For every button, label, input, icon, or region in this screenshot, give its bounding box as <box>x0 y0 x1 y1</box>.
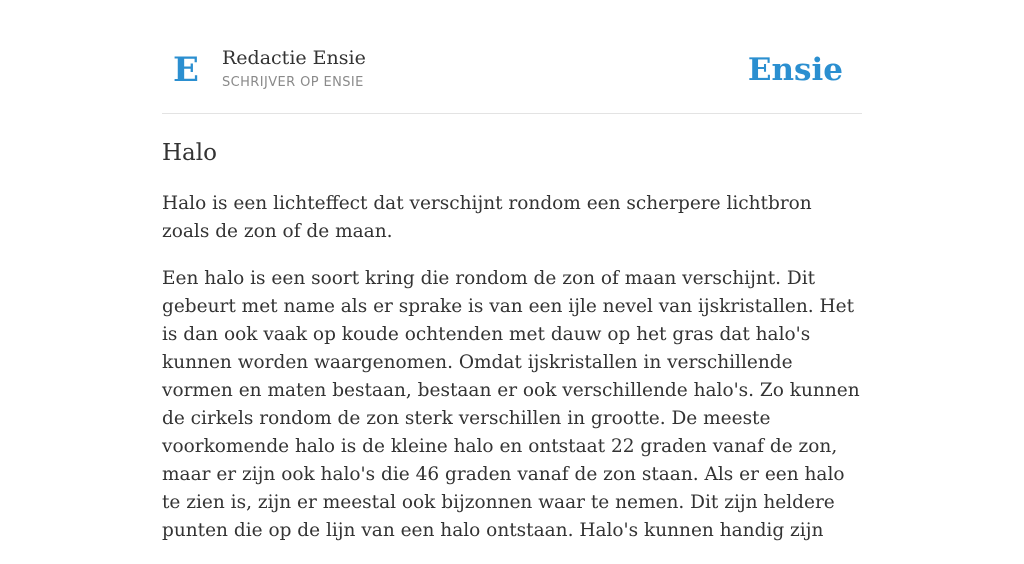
author-role: SCHRIJVER OP ENSIE <box>222 75 364 90</box>
article-content <box>162 190 862 564</box>
article-body: Een halo is een soort kring die rondom de zon of maan verschijnt. Dit gebeurt met name als er sprake is van een ijle nevel van ijskristallen. Het is dan ook vaak op koude ochtenden met dauw op het gras dat halo's kunnen worden waargenomen. Omdat ijskristallen in verschillende vormen en maten bestaan, bestaan er ook verschillende halo's. Zo kunnen de cirkels rondom de zon sterk verschillen in grootte. De meeste voorkomende halo is de kleine halo en ontstaat 22 graden vanaf de zon, maar er zijn ook halo's die 46 graden vanaf de zon staan. Als er een halo te zien is, zijn er meestal ook bijzonnen waar te nemen. Dit zijn heldere punten die op de lijn van een halo ontstaan. Halo's kunnen handig zijn <box>162 268 860 541</box>
ensie-logo-icon[interactable]: E <box>173 50 199 90</box>
ensie-brand-logo[interactable]: Ensie <box>747 52 843 88</box>
author-name[interactable]: Redactie Ensie <box>222 47 366 69</box>
article-intro: Halo is een lichteffect dat verschijnt rondom een scherpere lichtbron zoals de zon of de maan. <box>162 193 812 242</box>
author-header <box>162 36 862 114</box>
article-title: Halo <box>162 140 217 166</box>
